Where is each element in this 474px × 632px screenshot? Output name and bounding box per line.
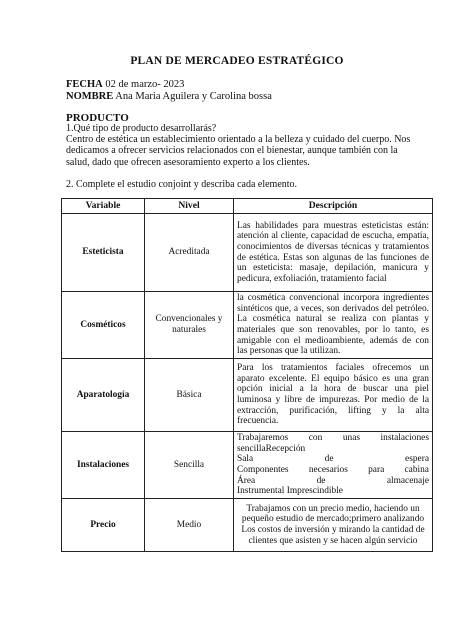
cell-variable: Precio [62, 499, 145, 552]
cell-variable: Cosméticos [62, 292, 145, 359]
desc-word: Instrumental Imprescindible [237, 486, 343, 497]
fecha-label: FECHA [66, 79, 103, 90]
cell-descripcion [234, 432, 433, 499]
desc-word: de [324, 454, 334, 465]
header-descripcion: Descripción [234, 199, 433, 214]
table-row [62, 432, 433, 499]
nombre-label: NOMBRE [66, 91, 114, 102]
conjoint-table [61, 198, 433, 552]
cell-descripcion: Trabajamos con un precio medio, haciendo un pequeño estudio de mercado;primero analizando Los costos de inversión y mirando la cantidad de clientes que asisten y se hacen algún servicio [234, 499, 433, 552]
desc-line [237, 465, 429, 476]
cell-descripcion: Para los tratamientos faciales ofrecemos un aparato excelente. El equipo básico es una gran opción inicial a la hora de buscar una piel luminosa y libre de impurezas. Por medio de la extracción, purificación, lifting y la alta frecuencia. [234, 359, 433, 432]
desc-word: Sala [237, 454, 254, 465]
desc-word: Componentes [237, 465, 289, 475]
question-2: 2. Complete el estudio conjoint y describa cada elemento. [66, 179, 298, 190]
desc-word: de [316, 475, 326, 486]
desc-line [237, 486, 429, 497]
desc-line [237, 454, 429, 465]
header-variable: Variable [62, 199, 145, 214]
cell-nivel: Medio [145, 499, 234, 552]
table-header-row [62, 199, 433, 214]
table-row [62, 214, 433, 292]
nombre-value: Ana Maria Aguilera y Carolina bossa [115, 91, 272, 102]
desc-word: espera [405, 454, 429, 465]
cell-descripcion: la cosmética convencional incorpora ingredientes sintéticos que, a veces, son derivados del petróleo. La cosmética natural se realiza con plantas y materiales que son renovables, por lo tanto, es amigable con el medioambiente, además de con las personas que la utilizan. [234, 292, 433, 359]
cell-descripcion: Las habilidades para muestras esteticistas están: atención al cliente, capacidad de escucha, empatía, conocimientos de diversas técnicas y tratamientos de estética. Estas son algunas de las funciones de un esteticista: masaje, depilación, manicura y pedicura, exfoliación, tratamiento facial [234, 214, 433, 292]
desc-word: sencillaRecepción [237, 443, 306, 454]
desc-word: cabina [404, 465, 429, 475]
table-row [62, 359, 433, 432]
cell-nivel: Acreditada [145, 214, 234, 292]
desc-word: con [308, 433, 323, 444]
desc-word: para [368, 465, 385, 475]
cell-nivel: Convencionales y naturales [145, 292, 234, 359]
cell-variable: Aparatología [62, 359, 145, 432]
cell-nivel: Sencilla [145, 432, 234, 499]
header-nivel: Nivel [145, 199, 234, 214]
desc-word: Área [237, 475, 256, 486]
desc-word: instalaciones [380, 433, 429, 444]
desc-line [237, 476, 429, 487]
fecha-value: 02 de marzo- 2023 [105, 79, 185, 90]
cell-nivel: Básica [145, 359, 234, 432]
document-title: PLAN DE MERCADEO ESTRATÉGICO [130, 55, 344, 67]
fecha-line [66, 79, 184, 90]
desc-word: Trabajaremos [237, 433, 289, 444]
section-heading: PRODUCTO [66, 112, 129, 124]
cell-variable: Esteticista [62, 214, 145, 292]
cell-variable: Instalaciones [62, 432, 145, 499]
answer-1: Centro de estética un establecimiento orientado a la belleza y cuidado del cuerpo. Nos dedicamos a ofrecer servicios relacionados con el bienestar, aunque también con la salud, dado que ofrecen asesoramiento experto a los clientes. [66, 134, 411, 168]
desc-word: almacenaje [386, 475, 429, 486]
desc-line [237, 433, 429, 444]
nombre-line [66, 91, 272, 102]
desc-line [237, 444, 429, 455]
desc-word: necesarios [308, 465, 348, 475]
table-row [62, 292, 433, 359]
table-row [62, 499, 433, 552]
question-1: 1.Qué tipo de producto desarrollarás? [66, 123, 217, 134]
desc-word: unas [342, 433, 361, 444]
